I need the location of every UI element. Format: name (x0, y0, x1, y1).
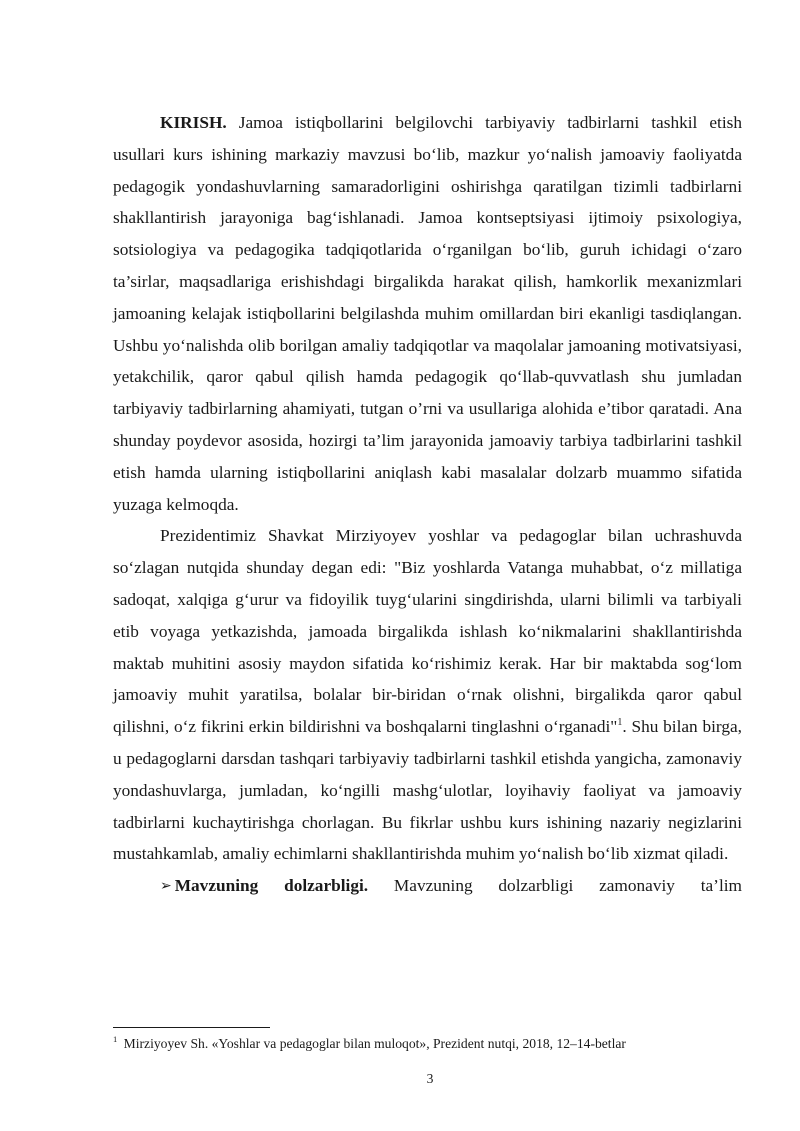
footnote (113, 1035, 753, 1053)
relevance-heading: Mavzuning dolzarbligi. (174, 876, 369, 896)
page-number: 3 (426, 1071, 434, 1086)
intro-heading: KIRISH. (160, 113, 227, 132)
footnote-separator (113, 1027, 270, 1028)
president-paragraph (113, 520, 742, 870)
document-body (113, 107, 742, 903)
footnote-text: Mirziyoyev Sh. «Yoshlar va pedagoglar bilan muloqot», Prezident nutqi, 2018, 12–14-betlar (120, 1036, 626, 1051)
president-quote-text: Prezidentimiz Shavkat Mirziyoyev yoshlar va pedagoglar bilan uchrashuvda so‘zlagan nutqida shunday degan edi: "Biz yoshlarda Vatanga muhabbat, o‘z millatiga sadoqat, xalqiga g‘urur va fidoyilik tuyg‘ularini singdirishda, ularni bilimli va tarbiyali etib voyaga yetkazishda, jamoada birgalikda ishlash ko‘nikmalarini shakllantirishda maktab muhitini asosiy maydon sifatida ko‘rishimiz kerak. Har bir maktabda sog‘lom jamoaviy muhit yaratilsa, bolalar bir-biridan o‘rnak olishni, birgalikda qaror qabul qilishni, o‘z fikrini erkin bildirishni va boshqalarni tinglashni o‘rganadi" (113, 526, 742, 737)
intro-text: Jamoa istiqbollarini belgilovchi tarbiyaviy tadbirlarni tashkil etish usullari kurs ishining markaziy mavzusi bo‘lib, mazkur yo‘nalish jamoaviy faoliyatda pedagogik yondashuvlarning samaradorligini oshirishga qaratilgan tizimli tadbirlarni shakllantirish jarayoniga bag‘ishlanadi. Jamoa kontseptsiyasi ijtimoiy psixologiya, sotsiologiya va pedagogika tadqiqotlarida o‘rganilgan bo‘lib, guruh ichidagi o‘zaro ta’sirlar, maqsadlariga erishishdagi birgalikda harakat qilish, hamkorlik mexanizmlari jamoaning kelajak istiqbollarini belgilashda muhim omillardan biri ekanligi tasdiqlangan. Ushbu yo‘nalishda olib borilgan amaliy tadqiqotlar va maqolalar jamoaning motivatsiyasi, yetakchilik, qaror qabul qilish hamda pedagogik qo‘llab-quvvatlash shu jumladan tarbiyaviy tadbirlarning ahamiyati, tutgan o’rni va usullariga alohida e’tibor qaratadi. Ana shunday poydevor asosida, hozirgi ta’lim jarayonida jamoaviy tarbiya tadbirlarini tashkil etish hamda ularning istiqbollarini aniqlash kabi masalalar dolzarb muammo sifatida yuzaga kelmoqda. (113, 113, 742, 514)
relevance-text: Mavzuning dolzarbligi zamonaviy ta’lim (368, 876, 742, 896)
footnote-number: 1 (113, 1034, 118, 1045)
relevance-line (113, 870, 742, 903)
president-text-continued: . Shu bilan birga, u pedagoglarni darsdan tashqari tarbiyaviy tadbirlarni tashkil etishda yangicha, zamonaviy yondashuvlarga, jumladan, ko‘ngilli mashg‘ulotlar, loyihaviy faoliyat va jamoaviy tadbirlarni kuchaytirishga chorlagan. Bu fikrlar ushbu kurs ishining nazariy negizlarini mustahkamlab, amaliy echimlarni shakllantirishda muhim yo‘nalish bo‘lib xizmat qiladi. (113, 717, 743, 864)
footnote-reference[interactable]: 1 (617, 717, 623, 729)
arrow-bullet-icon: ➢ (160, 878, 172, 895)
intro-paragraph (113, 107, 742, 520)
